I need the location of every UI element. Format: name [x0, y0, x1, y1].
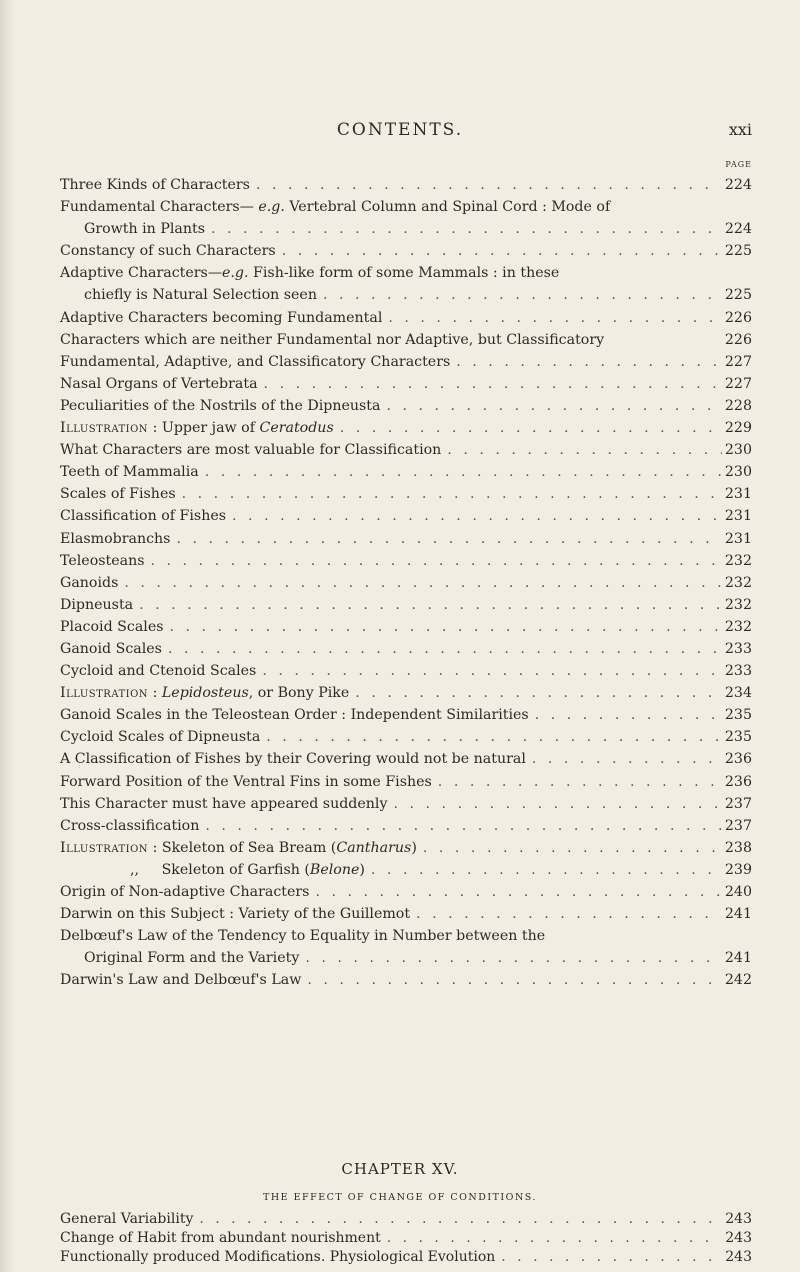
chapter-subtitle: THE EFFECT OF CHANGE OF CONDITIONS.	[263, 1192, 537, 1203]
toc-entry-page: 237	[724, 817, 752, 834]
toc-entry	[60, 925, 752, 947]
toc-entry-page: 232	[724, 596, 752, 613]
toc-entry-page: 231	[724, 508, 752, 525]
toc-entry-page: 231	[724, 486, 752, 503]
leader-dots	[441, 439, 722, 461]
toc-entry-page: 225	[724, 287, 752, 304]
chapter-contents-list	[60, 1210, 752, 1267]
leader-dots	[260, 726, 722, 748]
leader-dots	[381, 1229, 722, 1248]
toc-entry	[60, 373, 752, 395]
leader-dots	[226, 505, 722, 527]
leader-dots	[382, 307, 722, 329]
toc-entry-page: 243	[725, 1230, 752, 1246]
toc-entry-page: 233	[724, 663, 752, 680]
toc-entry	[60, 550, 752, 572]
leader-dots	[495, 1248, 722, 1267]
toc-entry-text: Growth in Plants	[84, 221, 205, 238]
toc-entry	[60, 528, 752, 550]
toc-entry-continuation	[60, 218, 752, 240]
toc-entry	[60, 505, 752, 527]
leader-dots	[450, 351, 722, 373]
toc-entry-page: 232	[724, 574, 752, 591]
toc-entry-page: 224	[724, 177, 752, 193]
toc-entry-page: 231	[724, 530, 752, 547]
toc-entry-text: Origin of Non-adaptive Characters	[60, 884, 310, 900]
toc-entry-text: Classification of Fishes	[60, 508, 227, 525]
toc-entry	[60, 638, 752, 660]
toc-entry-text: A Classification of Fishes by their Covering would not be natural	[60, 751, 526, 768]
toc-entry-text: Ganoid Scales in the Teleostean Order : Independent Similarities	[60, 707, 529, 724]
toc-entry-page: 238	[724, 839, 752, 856]
toc-entry-text: Cross-classification	[60, 817, 200, 834]
toc-entry-text: Illustration : Skeleton of Sea Bream (Cantharus)	[60, 839, 417, 856]
toc-entry	[60, 771, 752, 793]
toc-entry-text: Characters which are neither Fundamental nor Adaptive, but Classificatory	[60, 331, 605, 348]
toc-entry-page: 241	[724, 950, 752, 967]
toc-entry-page: 235	[724, 707, 752, 724]
toc-entry-continuation	[60, 284, 752, 306]
toc-entry-page: 227	[724, 353, 752, 370]
toc-entry-text: Darwin's Law and Delbœuf's Law	[60, 972, 302, 989]
leader-dots	[258, 373, 722, 395]
toc-entry-text: Darwin on this Subject : Variety of the Guillemot	[60, 906, 411, 923]
leader-dots	[317, 284, 722, 306]
leader-dots	[199, 815, 722, 837]
toc-entry-text: Teeth of Mammalia	[60, 464, 199, 481]
leader-dots	[417, 837, 722, 859]
toc-entry	[60, 240, 752, 262]
toc-entry-text: General Variability	[60, 1211, 194, 1227]
toc-entry-page: 240	[724, 884, 752, 900]
leader-dots	[334, 417, 722, 439]
toc-entry	[60, 329, 752, 351]
toc-entry-page: 227	[724, 375, 752, 392]
toc-entry	[60, 461, 752, 483]
toc-entry-text: chiefly is Natural Selection seen	[84, 287, 317, 304]
toc-entry-text: This Character must have appeared suddenly	[60, 795, 388, 812]
toc-entry-page: 234	[724, 685, 752, 702]
toc-entry-text: Adaptive Characters becoming Fundamental	[60, 309, 383, 326]
toc-entry-text: Adaptive Characters—e.g. Fish-like form of some Mammals : in these	[60, 265, 560, 282]
toc-entry	[60, 1229, 752, 1248]
leader-dots	[176, 483, 722, 505]
leader-dots	[276, 240, 722, 262]
leader-dots	[349, 682, 722, 704]
toc-entry-page: 242	[724, 972, 752, 989]
toc-entry-text: Cycloid and Ctenoid Scales	[60, 663, 257, 680]
toc-entry	[60, 1210, 752, 1229]
toc-entry	[60, 881, 752, 903]
chapter-heading: CHAPTER XV.	[341, 1160, 459, 1178]
leader-dots	[410, 903, 722, 925]
toc-entry-text: Delbœuf's Law of the Tendency to Equality in Number between the	[60, 928, 546, 945]
toc-entry-page: 239	[724, 861, 752, 878]
toc-entry	[60, 793, 752, 815]
toc-entry-page: 237	[724, 795, 752, 812]
toc-entry	[60, 748, 752, 770]
toc-entry-page: 241	[724, 906, 752, 923]
toc-entry-continuation	[60, 947, 752, 969]
toc-entry	[60, 174, 752, 196]
toc-entry	[60, 196, 752, 218]
toc-entry	[60, 351, 752, 373]
leader-dots	[301, 969, 722, 991]
toc-entry-text: Ganoids	[60, 574, 119, 591]
toc-entry-text: Original Form and the Variety	[84, 950, 300, 967]
toc-entry-text: Illustration : Lepidosteus, or Bony Pike	[60, 685, 350, 702]
toc-entry-page: 229	[724, 420, 752, 437]
toc-entry-page: 228	[724, 397, 752, 414]
toc-entry-page: 243	[725, 1249, 752, 1265]
toc-entry	[60, 262, 752, 284]
leader-dots	[387, 793, 722, 815]
toc-entry-page: 226	[724, 331, 752, 348]
toc-entry-text: Teleosteans	[60, 552, 145, 569]
toc-entry-page: 235	[724, 729, 752, 746]
toc-entry-page: 225	[724, 243, 752, 260]
toc-entry	[60, 483, 752, 505]
leader-dots	[380, 395, 722, 417]
running-head	[0, 120, 800, 144]
leader-dots	[256, 660, 722, 682]
toc-entry-page: 236	[724, 773, 752, 790]
toc-entry-text: Functionally produced Modifications. Physiological Evolution	[60, 1249, 496, 1265]
toc-entry	[60, 439, 752, 461]
toc-entry-page: 232	[724, 552, 752, 569]
toc-entry-text: What Characters are most valuable for Classification	[60, 442, 442, 459]
toc-entry-text: Fundamental Characters— e.g. Vertebral Column and Spinal Cord : Mode of	[60, 199, 611, 216]
toc-entry-text: Illustration : Upper jaw of Ceratodus	[60, 420, 334, 437]
toc-entry-text: Scales of Fishes	[60, 486, 176, 503]
toc-entry-text: Change of Habit from abundant nourishment	[60, 1230, 381, 1246]
leader-dots	[432, 771, 722, 793]
toc-entry	[60, 660, 752, 682]
toc-entry-text: Nasal Organs of Vertebrata	[60, 375, 258, 392]
leader-dots	[529, 704, 722, 726]
toc-entry	[60, 616, 752, 638]
toc-entry-page: 230	[724, 442, 752, 459]
toc-entry-text: Three Kinds of Characters	[60, 177, 250, 193]
toc-entry-page: 232	[724, 618, 752, 635]
leader-dots	[199, 461, 722, 483]
leader-dots	[365, 859, 722, 881]
toc-entry-text: Constancy of such Characters	[60, 243, 276, 260]
leader-dots	[205, 218, 722, 240]
leader-dots	[299, 947, 722, 969]
toc-entry-page: 243	[725, 1211, 752, 1227]
page-binding-edge	[0, 0, 14, 1272]
toc-entry	[60, 572, 752, 594]
toc-entry	[60, 395, 752, 417]
toc-entry-text: Ganoid Scales	[60, 640, 162, 657]
toc-entry	[60, 704, 752, 726]
toc-entry-text: Placoid Scales	[60, 618, 164, 635]
toc-entry-page: 224	[724, 221, 752, 238]
toc-entry-page: 236	[724, 751, 752, 768]
toc-entry	[60, 815, 752, 837]
leader-dots	[170, 528, 722, 550]
leader-dots	[193, 1210, 722, 1229]
toc-entry	[60, 903, 752, 925]
leader-dots	[118, 572, 722, 594]
toc-entry-illustration	[60, 682, 752, 704]
toc-entry-page: 233	[724, 640, 752, 657]
contents-list	[60, 174, 752, 991]
toc-entry-page: 230	[724, 464, 752, 481]
leader-dots	[162, 638, 722, 660]
toc-entry	[60, 594, 752, 616]
leader-dots	[250, 174, 722, 196]
toc-entry	[60, 307, 752, 329]
toc-entry-text: Forward Position of the Ventral Fins in some Fishes	[60, 773, 432, 790]
toc-entry-text: ,, Skeleton of Garfish (Belone)	[130, 861, 365, 878]
leader-dots	[164, 616, 723, 638]
page-column-label: PAGE	[725, 160, 752, 169]
toc-entry-illustration	[60, 417, 752, 439]
page-number: xxi	[728, 120, 752, 139]
toc-entry-text: Fundamental, Adaptive, and Classificatory Characters	[60, 353, 451, 370]
toc-entry	[60, 726, 752, 748]
leader-dots	[526, 748, 722, 770]
leader-dots	[145, 550, 723, 572]
toc-entry	[60, 1248, 752, 1267]
toc-entry-text: Elasmobranchs	[60, 530, 171, 547]
toc-entry-text: Peculiarities of the Nostrils of the Dipneusta	[60, 397, 381, 414]
toc-entry-page: 226	[724, 309, 752, 326]
leader-dots	[133, 594, 722, 616]
toc-entry	[60, 969, 752, 991]
toc-entry-text: Dipneusta	[60, 596, 134, 613]
leader-dots	[309, 881, 722, 903]
toc-entry-text: Cycloid Scales of Dipneusta	[60, 729, 261, 746]
toc-entry-illustration	[60, 837, 752, 859]
toc-entry-illustration	[60, 859, 752, 881]
page-title: CONTENTS.	[336, 120, 464, 140]
